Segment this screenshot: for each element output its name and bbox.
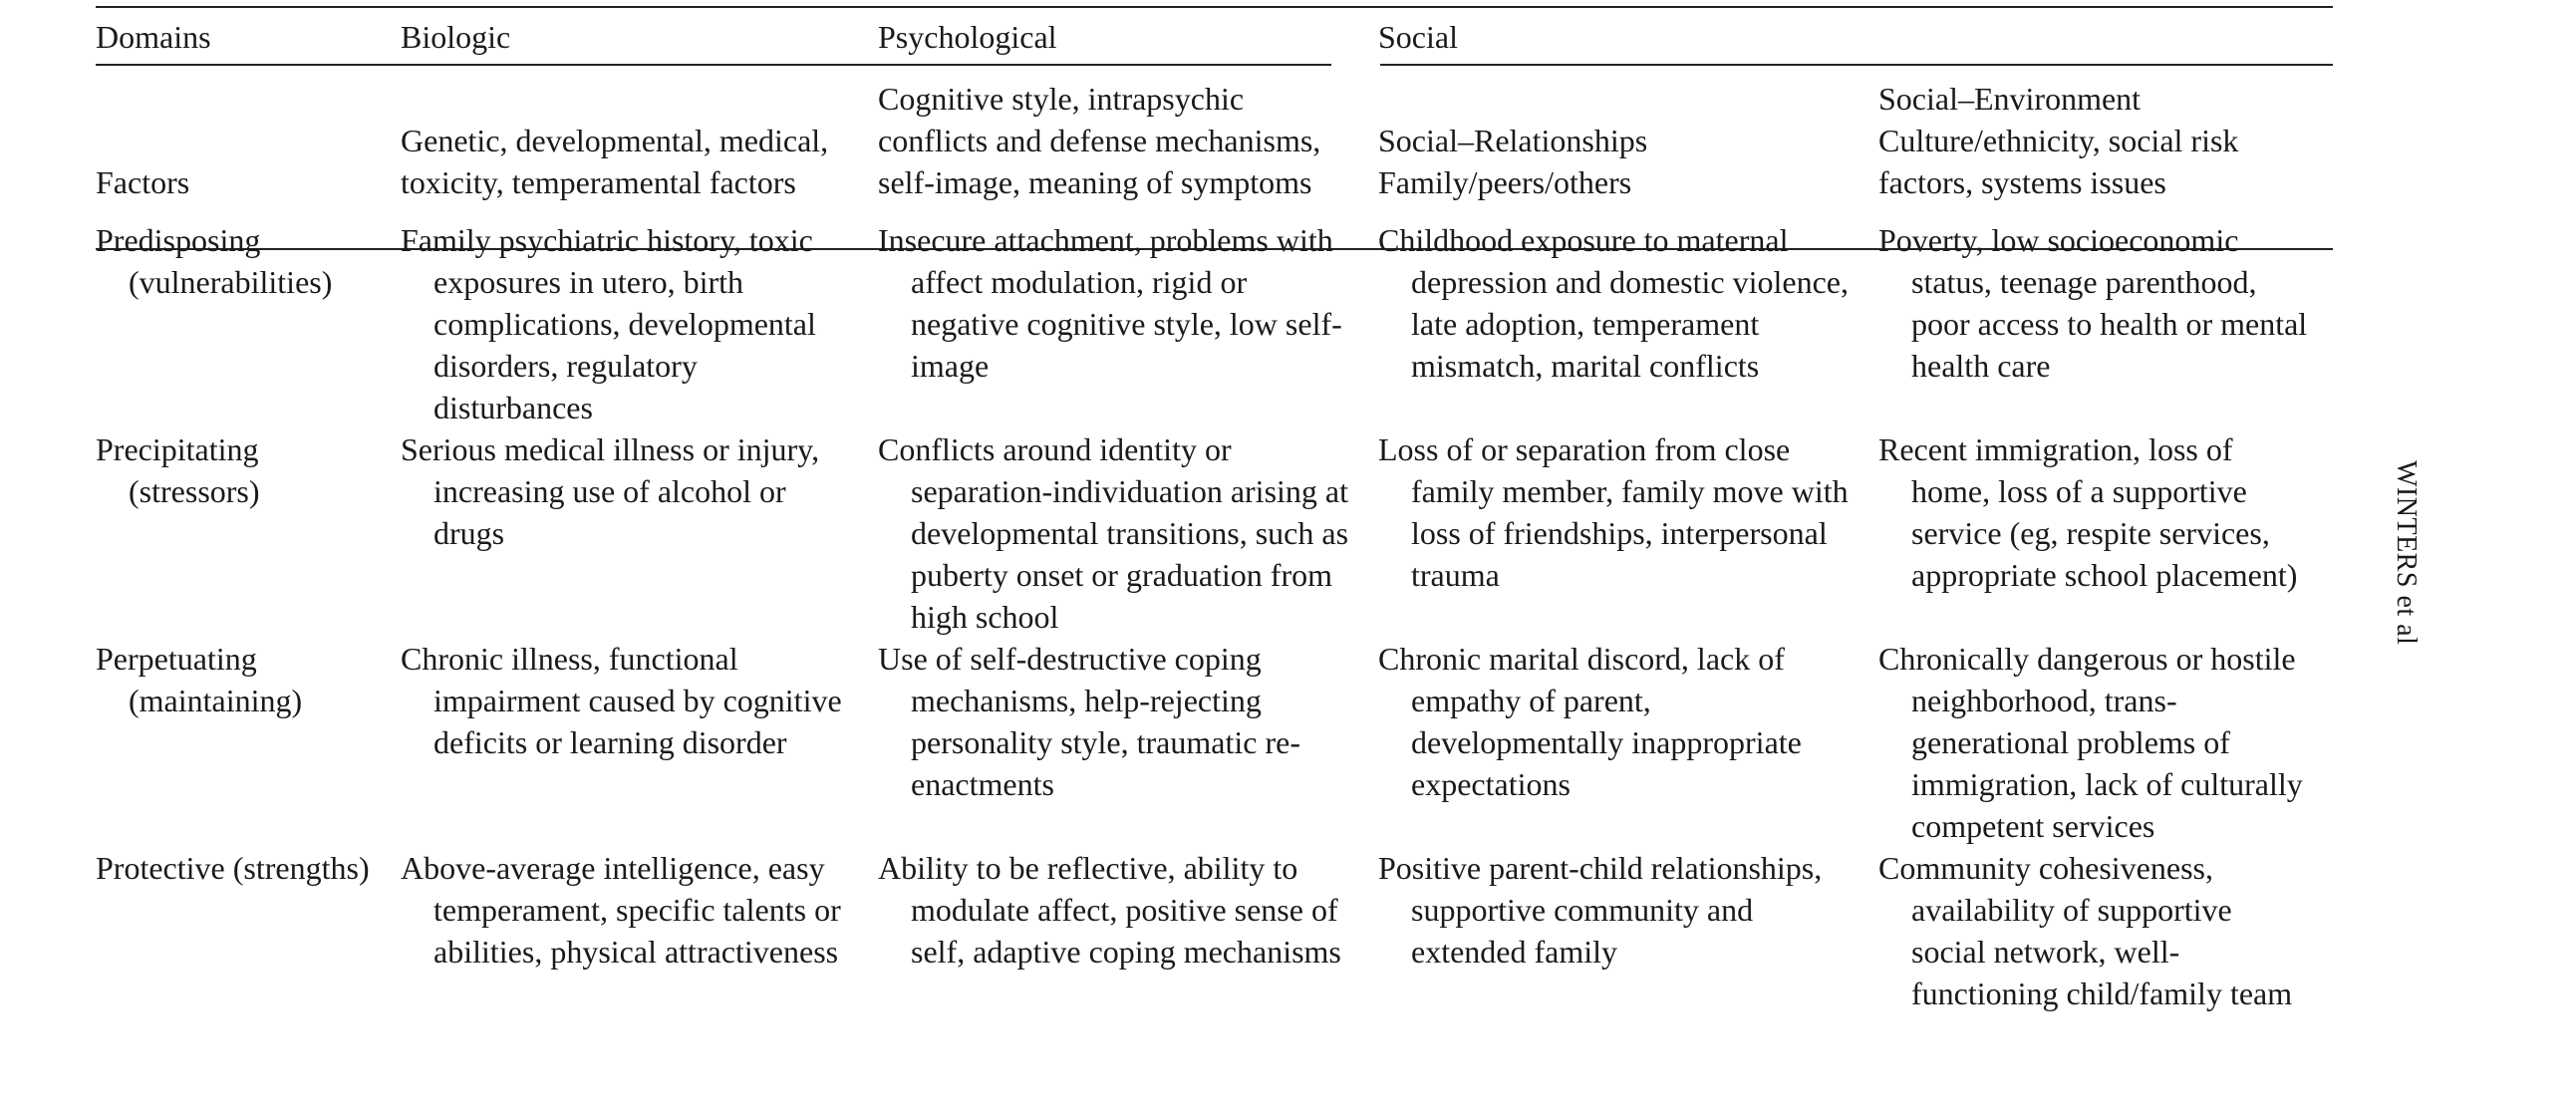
cell-psychological: Ability to be reflective, ability to modulate affect, positive sense of self, adaptive coping mechanisms bbox=[878, 850, 1341, 970]
domain-social: Social bbox=[1378, 19, 1458, 55]
row-label: Perpetuating (maintaining) bbox=[96, 641, 303, 718]
factor-header-social-environment: Social–Environment Culture/ethnicity, social risk factors, systems issues bbox=[1878, 81, 2239, 200]
cell-social-relationships: Positive parent-child relationships, supportive community and extended family bbox=[1378, 850, 1823, 970]
row-label: Protective (strengths) bbox=[96, 850, 370, 886]
factors-header-row bbox=[96, 68, 2333, 211]
cell-psychological: Use of self-destructive coping mechanisms, help-rejecting personality style, traumatic re-enactments bbox=[878, 641, 1300, 802]
running-head bbox=[2390, 460, 2422, 645]
cell-biologic: Serious medical illness or injury, increasing use of alcohol or drugs bbox=[401, 431, 820, 551]
cell-psychological: Conflicts around identity or separation-individuation arising at developmental transitions, such as puberty onset or graduation from high school bbox=[878, 431, 1349, 635]
factors-label: Factors bbox=[96, 164, 190, 200]
domain-biologic: Biologic bbox=[401, 19, 511, 55]
factor-header-biologic: Genetic, developmental, medical, toxicity, temperamental factors bbox=[401, 123, 829, 200]
cell-social-environment: Recent immigration, loss of home, loss of a supportive service (eg, respite services, appropriate school placement) bbox=[1878, 431, 2298, 593]
cell-social-environment: Chronically dangerous or hostile neighborhood, trans-generational problems of immigration, lack of culturally competent services bbox=[1878, 641, 2303, 844]
cell-biologic: Above-average intelligence, easy temperament, specific talents or abilities, physical attractiveness bbox=[401, 850, 841, 970]
biopsychosocial-table bbox=[96, 6, 2333, 1014]
row-label: Precipitating (stressors) bbox=[96, 431, 260, 509]
row-label: Predisposing (vulnerabilities) bbox=[96, 222, 333, 300]
cell-social-environment: Poverty, low socioeconomic status, teenage parenthood, poor access to health or mental health care bbox=[1878, 222, 2308, 384]
domains-header-row bbox=[96, 6, 2333, 68]
table-row bbox=[96, 638, 2333, 847]
domain-psychological: Psychological bbox=[878, 19, 1057, 55]
table-row bbox=[96, 428, 2333, 638]
table-row bbox=[96, 847, 2333, 1014]
cell-psychological: Insecure attachment, problems with affect modulation, rigid or negative cognitive style, low self-image bbox=[878, 222, 1342, 384]
running-head-suffix: et al bbox=[2391, 587, 2422, 646]
domains-label: Domains bbox=[96, 19, 211, 55]
factor-header-social-relationships: Social–Relationships Family/peers/others bbox=[1378, 123, 1648, 200]
table-row bbox=[96, 211, 2333, 428]
cell-biologic: Family psychiatric history, toxic exposures in utero, birth complications, developmental disorders, regulatory disturbances bbox=[401, 222, 816, 425]
running-head-author: WINTERS bbox=[2391, 460, 2422, 588]
cell-social-environment: Community cohesiveness, availability of supportive social network, well-functioning child/family team bbox=[1878, 850, 2293, 1011]
factor-header-psychological: Cognitive style, intrapsychic conflicts and defense mechanisms, self-image, meaning of symptoms bbox=[878, 81, 1321, 200]
cell-social-relationships: Childhood exposure to maternal depression and domestic violence, late adoption, temperament mismatch, marital conflicts bbox=[1378, 222, 1849, 384]
cell-social-relationships: Loss of or separation from close family member, family move with loss of friendships, interpersonal trauma bbox=[1378, 431, 1849, 593]
cell-biologic: Chronic illness, functional impairment caused by cognitive deficits or learning disorder bbox=[401, 641, 842, 760]
cell-social-relationships: Chronic marital discord, lack of empathy of parent, developmentally inappropriate expectations bbox=[1378, 641, 1802, 802]
